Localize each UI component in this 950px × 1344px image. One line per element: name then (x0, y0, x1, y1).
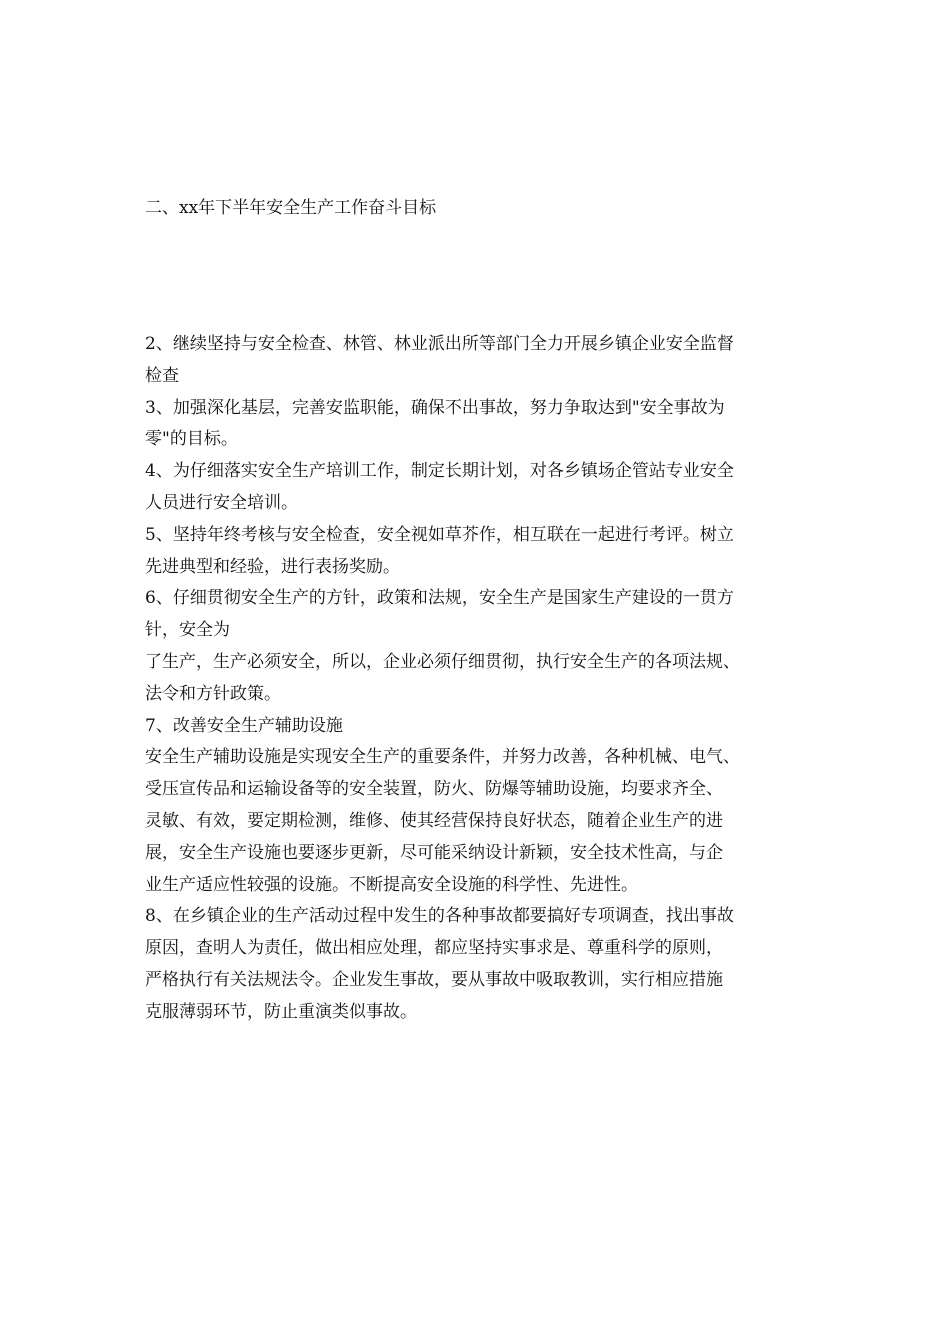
text-line: 6、仔细贯彻安全生产的方针，政策和法规，安全生产是国家生产建设的一贯方 (145, 588, 734, 609)
text-line: 受压宣传品和运输设备等的安全装置，防火、防爆等辅助设施，均要求齐全、 (145, 779, 723, 800)
body-text (145, 329, 817, 1029)
text-line: 7、改善安全生产辅助设施 (145, 715, 343, 736)
text-line: 4、为仔细落实安全生产培训工作，制定长期计划，对各乡镇场企管站专业安全 (145, 461, 734, 482)
text-line: 安全生产辅助设施是实现安全生产的重要条件，并努力改善，各种机械、电气、 (145, 747, 740, 768)
text-line: 零"的目标。 (145, 429, 238, 450)
text-line: 3、加强深化基层，完善安监职能，确保不出事故，努力争取达到"安全事故为 (145, 397, 725, 418)
section-heading: 二、xx年下半年安全生产工作奋斗目标 (145, 198, 437, 218)
text-line: 了生产，生产必须安全，所以，企业必须仔细贯彻，执行安全生产的各项法规、 (145, 651, 740, 672)
text-line: 法令和方针政策。 (145, 683, 281, 704)
text-line: 严格执行有关法规法令。企业发生事故，要从事故中吸取教训，实行相应措施 (145, 969, 723, 990)
text-line: 检查 (145, 365, 179, 386)
text-line: 克服薄弱环节，防止重演类似事故。 (145, 1001, 417, 1022)
text-line: 业生产适应性较强的设施。不断提高安全设施的科学性、先进性。 (145, 874, 638, 895)
text-line: 2、继续坚持与安全检查、林管、林业派出所等部门全力开展乡镇企业安全监督 (145, 334, 734, 354)
text-line: 8、在乡镇企业的生产活动过程中发生的各种事故都要搞好专项调查，找出事故 (145, 906, 734, 927)
text-line: 针，安全为 (145, 620, 230, 641)
text-line: 灵敏、有效，要定期检测，维修、使其经营保持良好状态，随着企业生产的进 (145, 810, 723, 831)
text-line: 5、坚持年终考核与安全检查，安全视如草芥作，相互联在一起进行考评。树立 (145, 524, 734, 545)
text-line: 先进典型和经验，进行表扬奖励。 (145, 556, 400, 577)
text-line: 展，安全生产设施也要逐步更新，尽可能采纳设计新颖，安全技术性高，与企 (145, 842, 723, 863)
text-line: 人员进行安全培训。 (145, 492, 298, 513)
text-line: 原因，查明人为责任，做出相应处理，都应坚持实事求是、尊重科学的原则， (145, 938, 723, 959)
